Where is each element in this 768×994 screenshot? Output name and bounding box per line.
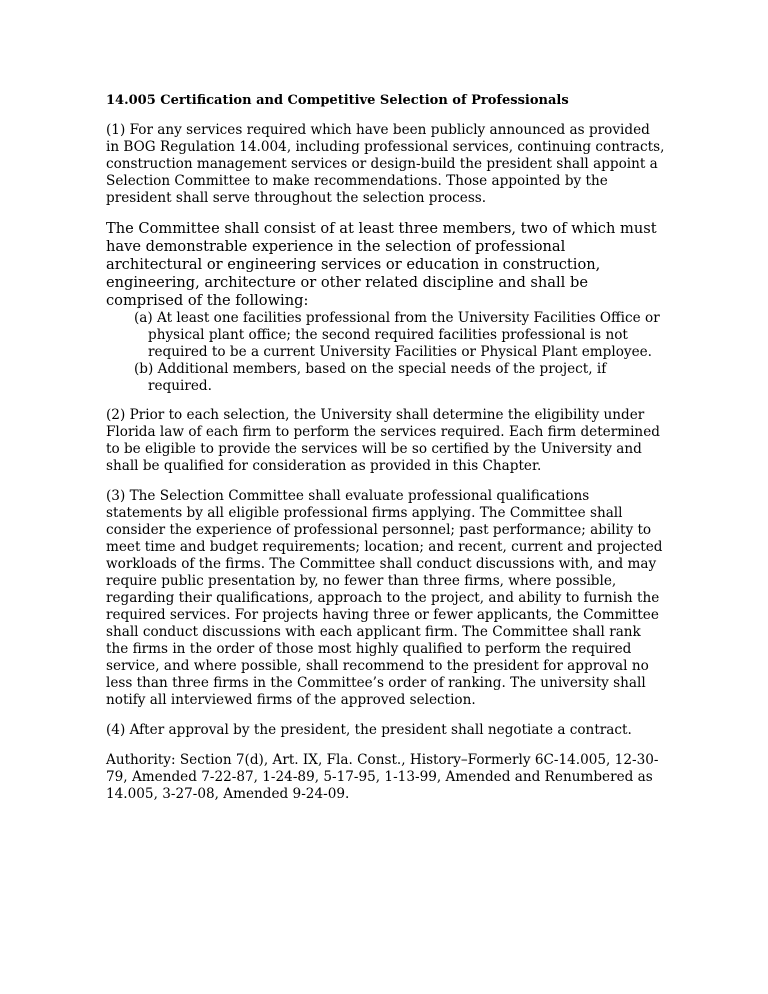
section-heading: 14.005 Certification and Competitive Selection of Professionals	[106, 93, 569, 108]
document-page	[106, 92, 666, 803]
authority-note: Authority: Section 7(d), Art. IX, Fla. Const., History–Formerly 6C-14.005, 12-30-79, Amended 7-22-87, 1-24-89, 5-17-95, 1-13-99, Amended and Renumbered as 14.005, 3-27-08, Amended 9-24-09.	[106, 752, 659, 802]
list-item-text: Additional members, based on the special needs of the project, if required.	[148, 361, 607, 394]
list-item-label: (a)	[134, 310, 153, 326]
paragraph-1: (1) For any services required which have been publicly announced as provided in BOG Regulation 14.004, including professional services, continuing contracts, construction management services or design-build the president shall appoint a Selection Committee to make recommendations. Those appointed by the president shall serve throughout the selection process.	[106, 122, 665, 206]
list-item-label: (b)	[134, 361, 154, 377]
paragraph-2: (2) Prior to each selection, the University shall determine the eligibility under Florida law of each firm to perform the services required. Each firm determined to be eligible to provide the services will be so certified by the University and shall be qualified for consideration as provided in this Chapter.	[106, 407, 660, 474]
paragraph-3: (3) The Selection Committee shall evaluate professional qualifications statements by all eligible professional firms applying. The Committee shall consider the experience of professional personnel; past performance; ability to meet time and budget requirements; location; and recent, current and projected workloads of the firms. The Committee shall conduct discussions with, and may require public presentation by, no fewer than three firms, where possible, regarding their qualifications, approach to the project, and ability to furnish the required services. For projects having three or fewer applicants, the Committee shall conduct discussions with each applicant firm. The Committee shall rank the firms in the order of those most highly qualified to perform the required service, and where possible, shall recommend to the president for approval no less than three firms in the Committee’s order of ranking. The university shall notify all interviewed firms of the approved selection.	[106, 488, 663, 708]
list-item	[106, 361, 666, 395]
list-item-text: At least one facilities professional from the University Facilities Office or physical plant office; the second required facilities professional is not required to be a current University Facilities or Physical Plant employee.	[148, 310, 660, 360]
list-item	[106, 310, 666, 361]
committee-paragraph: The Committee shall consist of at least three members, two of which must have demonstrable experience in the selection of professional architectural or engineering services or education in construction, engineering, architecture or other related discipline and shall be comprised of the following:	[106, 220, 657, 309]
paragraph-4: (4) After approval by the president, the president shall negotiate a contract.	[106, 722, 632, 738]
committee-members-list	[106, 310, 666, 395]
